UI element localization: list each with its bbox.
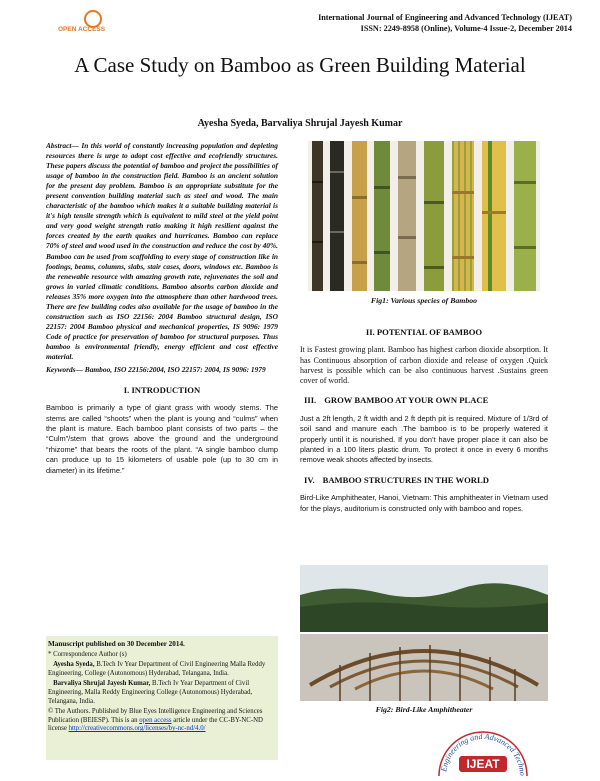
sec4-title: BAMBOO STRUCTURES IN THE WORLD (322, 474, 489, 485)
copyright-mid: article under the CC-BY-NC-ND license (48, 716, 263, 733)
published-date: Manuscript published on 30 December 2014. (48, 640, 185, 648)
journal-issn: ISSN: 2249-8958 (Online), Volume-4 Issue-2, December 2014 (360, 24, 572, 33)
badge-ring-text: Engineering and Advanced Techno (439, 731, 528, 776)
author2-affiliation (48, 680, 276, 706)
author2-desc: B.Tech Iv Year Department of Civil Engineering, Malla Reddy Engineering College (Autonomous) Hyderabad, Telangana, India. (48, 680, 253, 705)
sec2-title: POTENTIAL OF BAMBOO (376, 327, 483, 337)
author1-name: Ayesha Syeda, (53, 661, 95, 669)
license-link[interactable]: http://creativecommons.org/licenses/by-nc-nd/4.0/ (68, 725, 206, 733)
fig1-caption: Fig1: Various species of Bamboo (370, 296, 478, 305)
ijeat-badge (434, 722, 532, 776)
manuscript-note (46, 636, 278, 760)
paper-title: A Case Study on Bamboo as Green Building Material (74, 53, 526, 77)
sec3-heading (300, 395, 548, 405)
bamboo-stem (398, 141, 416, 291)
author1-desc: B.Tech Iv Year Department of Civil Engineering Malla Reddy Engineering, College (Autonomous) Hyderabad, Telangana, India. (48, 661, 266, 677)
abstract-text: In this world of constantly increasing population and depleting resources there is urge to adopt cost effective and ecofriendly structures. These papers discuss the potential of bamboo and project the possibilities of usage of bamboo in the construction field. Bamboo is an ancient solution for the present day problem. Bamboo is an appropriate substitute for the present convention building material such as steel and wood. The main characteristic of the bamboo which makes it a suitable building material is it's high tensile strength which is equivalent to mild steel at the yield point and very good weight strength ratio making it high resilient against the forces created by the earth quakes and hurricanes. Bamboo can replace 70% of steel and wood used in the construction and reduce the cost by 40%. Bamboo can be used from scaffolding to every stage of construction like in footings, beams, columns, slabs, stair cases, doors, windows etc. Bamboo is the renewable resource with amazing growth rate, rejuvenates the soil and grows in varied climatic conditions. Bamboo absorbs carbon dioxide and releases 35% more oxygen into the atmosphere than other hardwood trees. There are few building codes also available for the usage of bamboo in the construction such as ISO 22156: 2004 Bamboo structural design, ISO 22157: 2004 Bamboo physical and mechanical properties, IS 9096: 1979 Code of practice for preservation of bamboo for structural purposes. Thus bamboo is environmental friendly, energy efficient and cost effective material. (46, 141, 278, 361)
bamboo-stem (482, 141, 506, 291)
journal-header (318, 12, 572, 34)
sec4-text: Bird-Like Amphitheater, Hanoi, Vietnam: This amphitheater in Vietnam used for the plays, auditorium is constructed only with bamboo and ropes. (300, 493, 548, 513)
sec2-num: II. (365, 327, 375, 337)
author1-affiliation (48, 661, 276, 678)
intro-heading: I. INTRODUCTION (123, 385, 201, 396)
amphitheater-image (300, 565, 548, 701)
sec3-num: III. (304, 395, 317, 406)
paper-authors: Ayesha Syeda, Barvaliya Shrujal Jayesh Kumar (197, 118, 403, 129)
abstract (46, 141, 278, 362)
copyright (48, 708, 276, 734)
right-column (300, 318, 548, 514)
ijeat-seal-icon (434, 722, 532, 776)
sec2-heading (300, 327, 548, 337)
bamboo-stem (312, 141, 323, 291)
bamboo-stem (352, 141, 367, 291)
figure-bamboo-species (308, 141, 540, 291)
sec3-text: Just a 2ft length, 2 ft width and 2 ft depth pit is required. Mixture of 1/3rd of soil sand and manure each .The bamboo is to be properly watered it properly until it is nourished. If you don’t have proper place it can also be planted in a 100 liters plastic drum. To protect it once in every 6 months remove weak shoots affected by insects. (300, 413, 548, 465)
keywords: Keywords— Bamboo, ISO 22156:2004, ISO 22157: 2004, IS 9096: 1979 (46, 365, 266, 375)
copyright-pre: © The Authors. Published by Blue Eyes Intelligence Engineering and Sciences Publication (BEIESP). This is an (48, 708, 263, 724)
bamboo-stem (452, 141, 474, 291)
abstract-label: Abstract— (46, 141, 79, 150)
author2-name: Barvaliya Shrujal Jayesh Kumar, (53, 680, 151, 688)
fig2-caption: Fig2: Bird-Like Amphitheater (375, 705, 473, 714)
logo-text: OPEN ACCESS (58, 26, 106, 33)
badge-label: IJEAT (466, 757, 500, 771)
sec4-heading (300, 475, 548, 485)
open-access-logo (58, 10, 128, 36)
bamboo-stems-image (308, 141, 540, 291)
figure-amphitheater (300, 565, 548, 701)
sec3-title: GROW BAMBOO AT YOUR OWN PLACE (324, 395, 489, 406)
open-access-link[interactable]: open access (139, 716, 172, 724)
bamboo-stem (330, 141, 344, 291)
bamboo-stem (514, 141, 536, 291)
left-column (46, 141, 278, 476)
sec4-num: IV. (304, 474, 315, 485)
bamboo-stem (374, 141, 390, 291)
journal-name: International Journal of Engineering and Advanced Technology (IJEAT) (318, 13, 572, 22)
intro-text: Bamboo is primarily a type of giant grass with woody stems. The stems are called “shoots” when the plant is young and “culms” when the plant is mature. Each bamboo plant consists of two parts – the “Culm”/stem that grows above the ground and the underground “rhizome” that bears the roots of the plant. “A single bamboo clump can produce up to 15 kilometers of usable pole (up to 30 cm in diameter) in its lifetime.” (46, 403, 278, 475)
sec2-text: It is Fastest growing plant. Bamboo has highest carbon dioxide absorption. It has Continuous absorption of carbon dioxide and release of oxygen .Quick harvest is possible which can be also continuous harvest .Sustains green cover of world. (300, 345, 548, 386)
bamboo-stem (424, 141, 444, 291)
correspondence: * Correspondence Author (s) (48, 650, 127, 658)
